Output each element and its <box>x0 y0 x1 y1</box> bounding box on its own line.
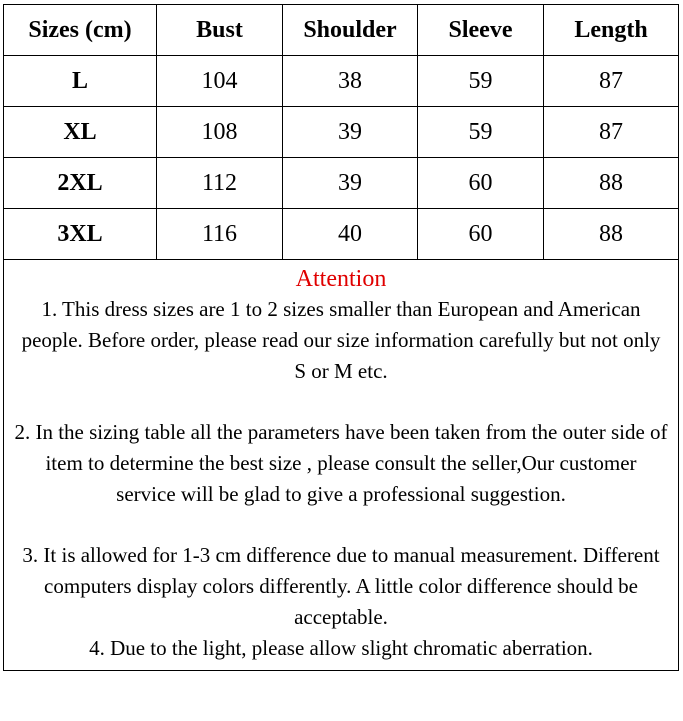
length-cell: 88 <box>544 209 679 260</box>
size-cell: XL <box>4 107 157 158</box>
note-2: 2. In the sizing table all the parameters have been taken from the outer side of item to determine the best size , please consult the seller,Our customer service will be glad to give a professional suggestion. <box>14 420 668 506</box>
sleeve-cell: 59 <box>418 56 544 107</box>
notes-panel <box>3 260 679 671</box>
sleeve-cell: 60 <box>418 158 544 209</box>
shoulder-cell: 39 <box>283 158 418 209</box>
note-1: 1. This dress sizes are 1 to 2 sizes smaller than European and American people. Before order, please read our size information carefully but not only S or M etc. <box>21 297 661 383</box>
bust-cell: 108 <box>157 107 283 158</box>
header-sizes: Sizes (cm) <box>4 5 157 56</box>
header-sleeve: Sleeve <box>418 5 544 56</box>
header-length: Length <box>544 5 679 56</box>
length-cell: 88 <box>544 158 679 209</box>
table-row <box>4 209 679 260</box>
bust-cell: 112 <box>157 158 283 209</box>
shoulder-cell: 40 <box>283 209 418 260</box>
bust-cell: 116 <box>157 209 283 260</box>
size-cell: L <box>4 56 157 107</box>
note-4: 4. Due to the light, please allow slight chromatic aberration. <box>89 635 593 660</box>
table-row <box>4 56 679 107</box>
table-row <box>4 107 679 158</box>
bust-cell: 104 <box>157 56 283 107</box>
header-bust: Bust <box>157 5 283 56</box>
table-row <box>4 158 679 209</box>
sleeve-cell: 59 <box>418 107 544 158</box>
table-header-row <box>4 5 679 56</box>
size-table <box>3 4 679 260</box>
size-cell: 2XL <box>4 158 157 209</box>
note-spacer <box>14 510 668 541</box>
attention-title: Attention <box>295 266 387 292</box>
length-cell: 87 <box>544 56 679 107</box>
shoulder-cell: 39 <box>283 107 418 158</box>
sleeve-cell: 60 <box>418 209 544 260</box>
header-shoulder: Shoulder <box>283 5 418 56</box>
length-cell: 87 <box>544 107 679 158</box>
note-spacer <box>14 386 668 417</box>
shoulder-cell: 38 <box>283 56 418 107</box>
size-cell: 3XL <box>4 209 157 260</box>
note-3: 3. It is allowed for 1-3 cm difference due to manual measurement. Different computers display colors differently. A little color difference should be acceptable. <box>22 543 660 629</box>
